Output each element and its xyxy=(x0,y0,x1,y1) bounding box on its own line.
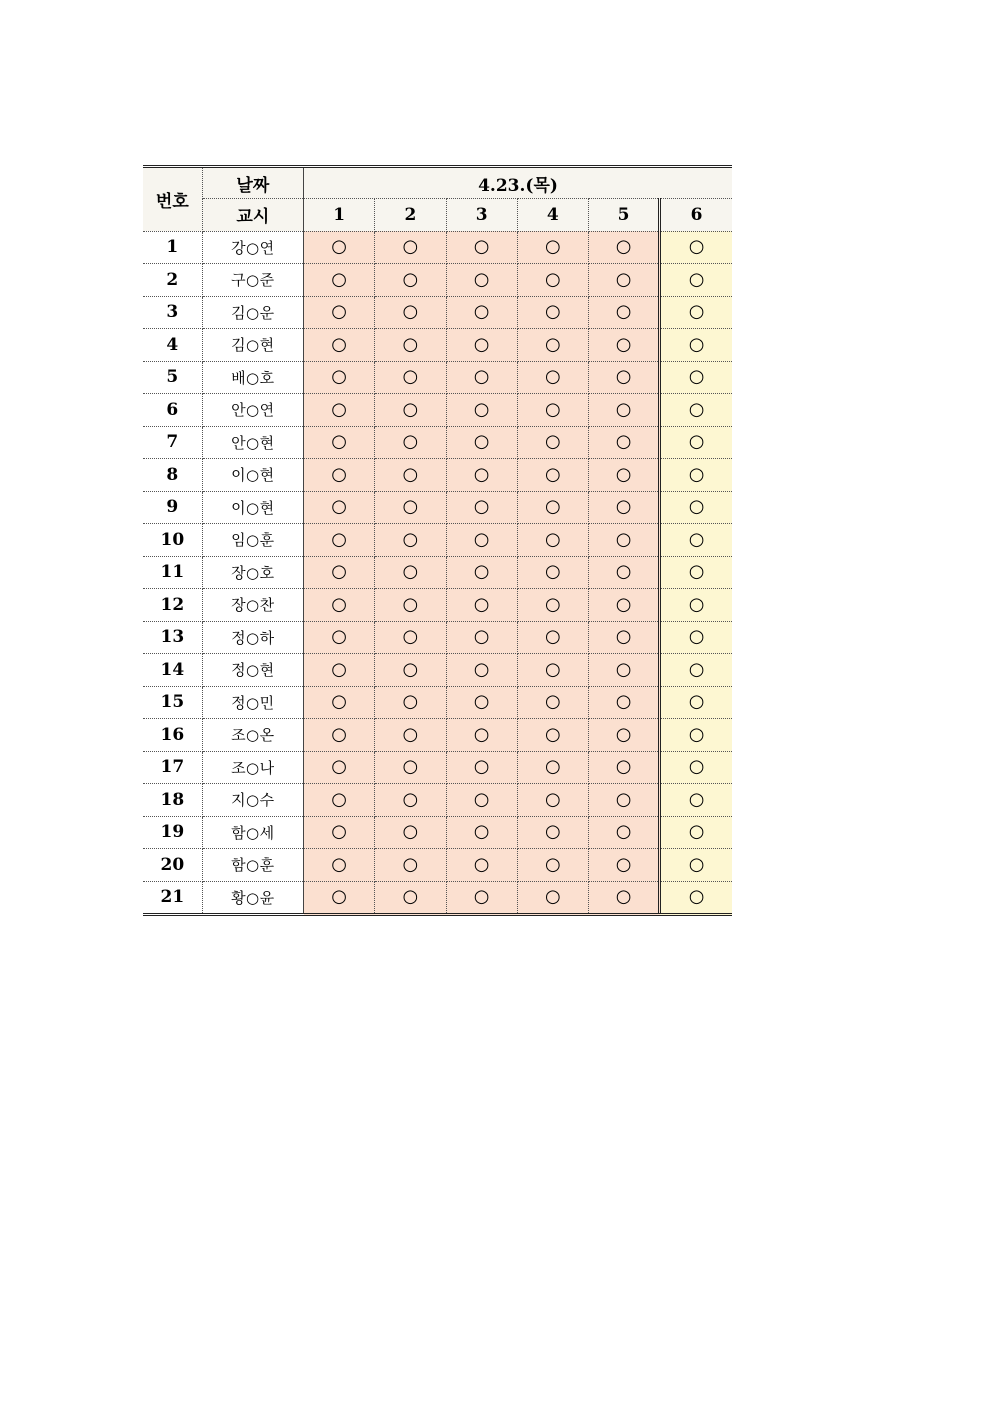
table-row xyxy=(143,881,732,915)
attendance-mark-period-5: ○ xyxy=(588,361,659,394)
attendance-mark-period-5: ○ xyxy=(588,459,659,492)
attendance-mark-period-2: ○ xyxy=(375,719,446,752)
attendance-mark-period-5: ○ xyxy=(588,426,659,459)
student-name: 강○연 xyxy=(202,231,303,264)
attendance-mark-period-5: ○ xyxy=(588,881,659,915)
attendance-mark-period-6: ○ xyxy=(660,686,732,719)
attendance-mark-period-2: ○ xyxy=(375,296,446,329)
student-name: 조○온 xyxy=(202,719,303,752)
attendance-mark-period-1: ○ xyxy=(304,329,375,362)
period-header: 1 xyxy=(304,199,375,232)
attendance-mark-period-2: ○ xyxy=(375,621,446,654)
attendance-mark-period-2: ○ xyxy=(375,524,446,557)
student-name: 정○현 xyxy=(202,654,303,687)
student-number: 20 xyxy=(143,849,202,882)
student-number: 10 xyxy=(143,524,202,557)
attendance-mark-period-6: ○ xyxy=(660,849,732,882)
attendance-mark-period-4: ○ xyxy=(517,621,588,654)
attendance-mark-period-2: ○ xyxy=(375,589,446,622)
attendance-mark-period-2: ○ xyxy=(375,751,446,784)
attendance-mark-period-4: ○ xyxy=(517,524,588,557)
attendance-mark-period-1: ○ xyxy=(304,849,375,882)
attendance-mark-period-4: ○ xyxy=(517,264,588,297)
student-number: 11 xyxy=(143,556,202,589)
attendance-mark-period-6: ○ xyxy=(660,589,732,622)
attendance-mark-period-3: ○ xyxy=(446,296,517,329)
attendance-mark-period-4: ○ xyxy=(517,329,588,362)
attendance-mark-period-1: ○ xyxy=(304,524,375,557)
attendance-mark-period-6: ○ xyxy=(660,621,732,654)
student-number: 9 xyxy=(143,491,202,524)
student-number: 6 xyxy=(143,394,202,427)
attendance-mark-period-1: ○ xyxy=(304,621,375,654)
table-row xyxy=(143,361,732,394)
attendance-mark-period-4: ○ xyxy=(517,654,588,687)
number-header: 번호 xyxy=(143,167,202,232)
attendance-mark-period-1: ○ xyxy=(304,556,375,589)
attendance-mark-period-3: ○ xyxy=(446,784,517,817)
attendance-mark-period-1: ○ xyxy=(304,361,375,394)
attendance-mark-period-6: ○ xyxy=(660,264,732,297)
table-row xyxy=(143,589,732,622)
table-row xyxy=(143,491,732,524)
attendance-mark-period-3: ○ xyxy=(446,751,517,784)
attendance-mark-period-5: ○ xyxy=(588,784,659,817)
attendance-mark-period-1: ○ xyxy=(304,719,375,752)
attendance-mark-period-5: ○ xyxy=(588,329,659,362)
table-row xyxy=(143,816,732,849)
attendance-mark-period-4: ○ xyxy=(517,426,588,459)
attendance-mark-period-2: ○ xyxy=(375,361,446,394)
attendance-mark-period-4: ○ xyxy=(517,459,588,492)
student-name: 정○민 xyxy=(202,686,303,719)
student-number: 1 xyxy=(143,231,202,264)
attendance-mark-period-4: ○ xyxy=(517,556,588,589)
table-row xyxy=(143,686,732,719)
attendance-mark-period-3: ○ xyxy=(446,686,517,719)
attendance-mark-period-4: ○ xyxy=(517,231,588,264)
attendance-mark-period-4: ○ xyxy=(517,296,588,329)
student-name: 지○수 xyxy=(202,784,303,817)
attendance-mark-period-2: ○ xyxy=(375,816,446,849)
attendance-sheet xyxy=(143,165,732,916)
attendance-mark-period-3: ○ xyxy=(446,881,517,915)
header-row-period xyxy=(143,199,732,232)
attendance-mark-period-2: ○ xyxy=(375,491,446,524)
attendance-mark-period-1: ○ xyxy=(304,686,375,719)
student-number: 12 xyxy=(143,589,202,622)
table-row xyxy=(143,231,732,264)
attendance-mark-period-6: ○ xyxy=(660,751,732,784)
student-name: 정○하 xyxy=(202,621,303,654)
attendance-mark-period-3: ○ xyxy=(446,264,517,297)
student-number: 13 xyxy=(143,621,202,654)
student-number: 15 xyxy=(143,686,202,719)
attendance-mark-period-4: ○ xyxy=(517,394,588,427)
attendance-mark-period-3: ○ xyxy=(446,589,517,622)
attendance-mark-period-1: ○ xyxy=(304,816,375,849)
student-number: 21 xyxy=(143,881,202,915)
attendance-mark-period-1: ○ xyxy=(304,426,375,459)
student-name: 안○현 xyxy=(202,426,303,459)
attendance-mark-period-2: ○ xyxy=(375,881,446,915)
attendance-mark-period-4: ○ xyxy=(517,784,588,817)
attendance-mark-period-1: ○ xyxy=(304,654,375,687)
attendance-mark-period-6: ○ xyxy=(660,654,732,687)
attendance-mark-period-4: ○ xyxy=(517,816,588,849)
period-header: 3 xyxy=(446,199,517,232)
attendance-mark-period-4: ○ xyxy=(517,881,588,915)
attendance-mark-period-3: ○ xyxy=(446,231,517,264)
student-name: 이○현 xyxy=(202,491,303,524)
table-row xyxy=(143,849,732,882)
table-row xyxy=(143,264,732,297)
date-header-label: 날짜 xyxy=(202,167,303,199)
attendance-mark-period-2: ○ xyxy=(375,686,446,719)
attendance-mark-period-3: ○ xyxy=(446,816,517,849)
attendance-mark-period-2: ○ xyxy=(375,426,446,459)
period-header-label: 교시 xyxy=(202,199,303,232)
table-row xyxy=(143,296,732,329)
student-name: 이○현 xyxy=(202,459,303,492)
attendance-mark-period-1: ○ xyxy=(304,459,375,492)
table-row xyxy=(143,394,732,427)
student-number: 17 xyxy=(143,751,202,784)
student-number: 5 xyxy=(143,361,202,394)
attendance-mark-period-3: ○ xyxy=(446,654,517,687)
attendance-mark-period-1: ○ xyxy=(304,296,375,329)
date-value: 4.23.(목) xyxy=(304,167,732,199)
attendance-mark-period-5: ○ xyxy=(588,816,659,849)
attendance-mark-period-4: ○ xyxy=(517,751,588,784)
student-name: 장○찬 xyxy=(202,589,303,622)
table-row xyxy=(143,784,732,817)
attendance-mark-period-6: ○ xyxy=(660,426,732,459)
attendance-mark-period-6: ○ xyxy=(660,459,732,492)
attendance-mark-period-6: ○ xyxy=(660,784,732,817)
attendance-mark-period-6: ○ xyxy=(660,394,732,427)
attendance-mark-period-1: ○ xyxy=(304,491,375,524)
attendance-mark-period-3: ○ xyxy=(446,459,517,492)
student-name: 임○훈 xyxy=(202,524,303,557)
attendance-mark-period-6: ○ xyxy=(660,296,732,329)
attendance-mark-period-6: ○ xyxy=(660,881,732,915)
period-header: 4 xyxy=(517,199,588,232)
attendance-mark-period-5: ○ xyxy=(588,296,659,329)
student-name: 황○윤 xyxy=(202,881,303,915)
table-row xyxy=(143,524,732,557)
table-row xyxy=(143,654,732,687)
attendance-mark-period-4: ○ xyxy=(517,686,588,719)
attendance-mark-period-4: ○ xyxy=(517,849,588,882)
attendance-mark-period-2: ○ xyxy=(375,264,446,297)
period-header: 6 xyxy=(660,199,732,232)
attendance-mark-period-3: ○ xyxy=(446,719,517,752)
attendance-mark-period-4: ○ xyxy=(517,491,588,524)
attendance-mark-period-3: ○ xyxy=(446,849,517,882)
table-row xyxy=(143,426,732,459)
attendance-mark-period-5: ○ xyxy=(588,621,659,654)
attendance-mark-period-2: ○ xyxy=(375,849,446,882)
table-row xyxy=(143,459,732,492)
attendance-mark-period-6: ○ xyxy=(660,524,732,557)
attendance-mark-period-5: ○ xyxy=(588,719,659,752)
attendance-mark-period-5: ○ xyxy=(588,751,659,784)
attendance-mark-period-2: ○ xyxy=(375,459,446,492)
student-number: 19 xyxy=(143,816,202,849)
attendance-mark-period-2: ○ xyxy=(375,784,446,817)
header-row-date xyxy=(143,167,732,199)
attendance-mark-period-6: ○ xyxy=(660,361,732,394)
student-number: 7 xyxy=(143,426,202,459)
attendance-mark-period-2: ○ xyxy=(375,654,446,687)
attendance-mark-period-3: ○ xyxy=(446,329,517,362)
attendance-mark-period-2: ○ xyxy=(375,329,446,362)
attendance-mark-period-5: ○ xyxy=(588,556,659,589)
attendance-mark-period-5: ○ xyxy=(588,686,659,719)
student-name: 김○현 xyxy=(202,329,303,362)
attendance-mark-period-3: ○ xyxy=(446,394,517,427)
attendance-mark-period-6: ○ xyxy=(660,329,732,362)
attendance-mark-period-1: ○ xyxy=(304,784,375,817)
student-name: 김○운 xyxy=(202,296,303,329)
student-number: 8 xyxy=(143,459,202,492)
student-rows xyxy=(143,231,732,915)
attendance-mark-period-2: ○ xyxy=(375,231,446,264)
attendance-mark-period-3: ○ xyxy=(446,361,517,394)
student-name: 구○준 xyxy=(202,264,303,297)
attendance-mark-period-1: ○ xyxy=(304,394,375,427)
student-number: 14 xyxy=(143,654,202,687)
attendance-mark-period-1: ○ xyxy=(304,881,375,915)
attendance-mark-period-1: ○ xyxy=(304,751,375,784)
student-number: 18 xyxy=(143,784,202,817)
attendance-mark-period-6: ○ xyxy=(660,556,732,589)
student-name: 안○연 xyxy=(202,394,303,427)
attendance-mark-period-5: ○ xyxy=(588,654,659,687)
attendance-mark-period-2: ○ xyxy=(375,556,446,589)
attendance-mark-period-4: ○ xyxy=(517,361,588,394)
table-row xyxy=(143,329,732,362)
attendance-mark-period-3: ○ xyxy=(446,491,517,524)
student-name: 조○나 xyxy=(202,751,303,784)
attendance-mark-period-1: ○ xyxy=(304,589,375,622)
attendance-table xyxy=(143,165,732,916)
attendance-mark-period-5: ○ xyxy=(588,394,659,427)
attendance-mark-period-1: ○ xyxy=(304,231,375,264)
attendance-mark-period-4: ○ xyxy=(517,589,588,622)
period-header: 5 xyxy=(588,199,659,232)
student-number: 4 xyxy=(143,329,202,362)
table-row xyxy=(143,621,732,654)
attendance-mark-period-5: ○ xyxy=(588,491,659,524)
attendance-mark-period-6: ○ xyxy=(660,816,732,849)
attendance-mark-period-1: ○ xyxy=(304,264,375,297)
attendance-mark-period-5: ○ xyxy=(588,231,659,264)
student-number: 3 xyxy=(143,296,202,329)
attendance-mark-period-6: ○ xyxy=(660,231,732,264)
student-name: 배○호 xyxy=(202,361,303,394)
attendance-mark-period-5: ○ xyxy=(588,589,659,622)
attendance-mark-period-3: ○ xyxy=(446,426,517,459)
table-row xyxy=(143,556,732,589)
attendance-mark-period-5: ○ xyxy=(588,264,659,297)
attendance-mark-period-2: ○ xyxy=(375,394,446,427)
attendance-mark-period-3: ○ xyxy=(446,524,517,557)
student-number: 16 xyxy=(143,719,202,752)
attendance-mark-period-3: ○ xyxy=(446,621,517,654)
student-number: 2 xyxy=(143,264,202,297)
attendance-mark-period-3: ○ xyxy=(446,556,517,589)
attendance-mark-period-6: ○ xyxy=(660,719,732,752)
table-row xyxy=(143,751,732,784)
student-name: 함○세 xyxy=(202,816,303,849)
table-row xyxy=(143,719,732,752)
attendance-mark-period-5: ○ xyxy=(588,524,659,557)
attendance-mark-period-6: ○ xyxy=(660,491,732,524)
student-name: 함○훈 xyxy=(202,849,303,882)
student-name: 장○호 xyxy=(202,556,303,589)
attendance-mark-period-5: ○ xyxy=(588,849,659,882)
period-header: 2 xyxy=(375,199,446,232)
attendance-mark-period-4: ○ xyxy=(517,719,588,752)
